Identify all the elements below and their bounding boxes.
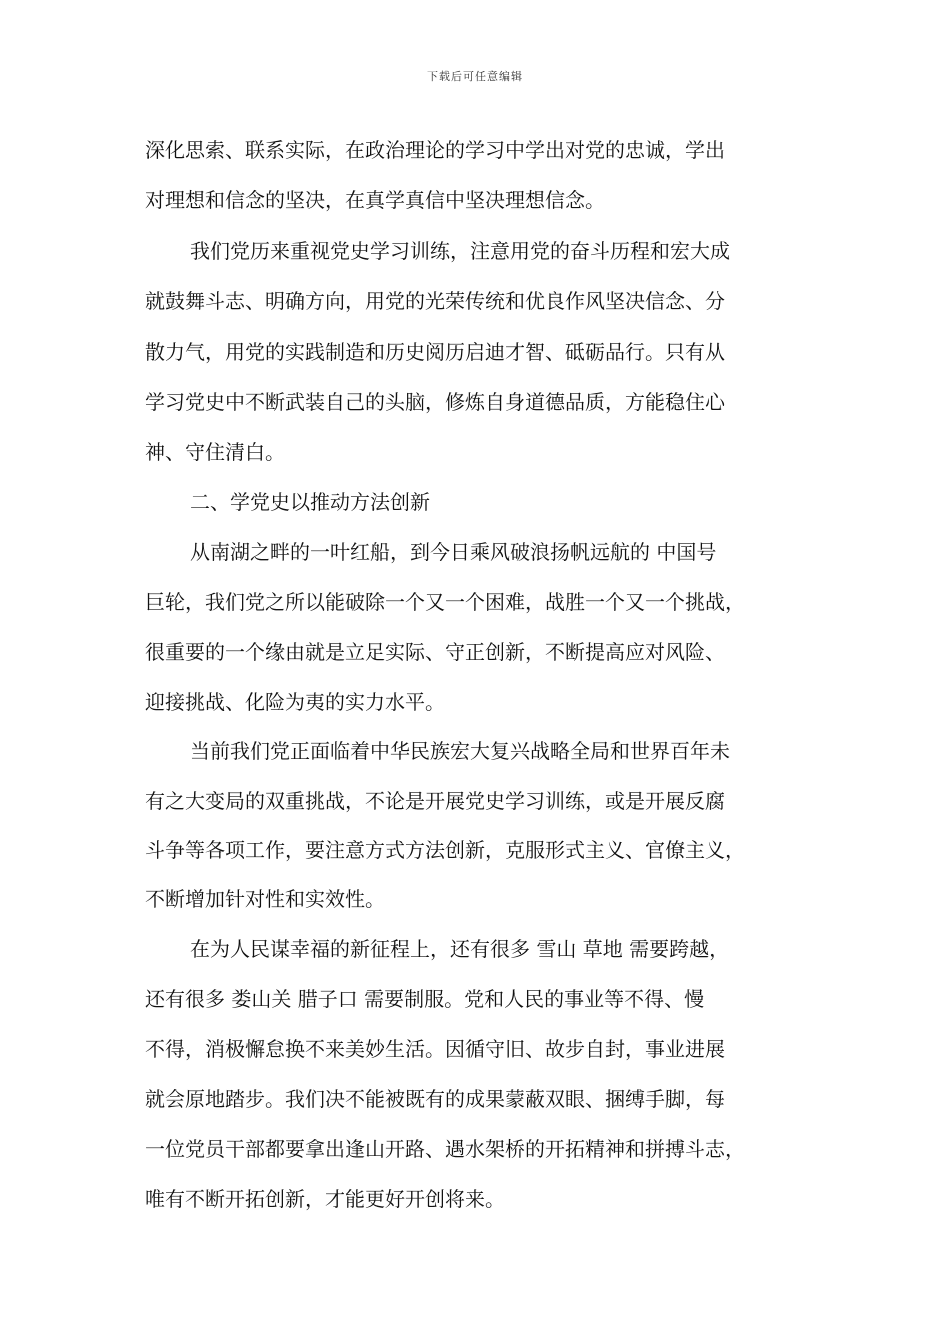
text-line: 斗争等各项工作，要注意方式方法创新，克服形式主义、官僚主义，	[145, 838, 745, 862]
text-line: 在为人民谋幸福的新征程上，还有很多 雪山 草地 需要跨越，	[190, 937, 730, 961]
text-line: 一位党员干部都要拿出逢山开路、遇水架桥的开拓精神和拼搏斗志，	[145, 1137, 745, 1161]
text-line: 不断增加针对性和实效性。	[145, 887, 385, 911]
text-line: 不得，消极懈怠换不来美妙生活。因循守旧、故步自封，事业进展	[145, 1037, 725, 1061]
text-line: 有之大变局的双重挑战，不论是开展党史学习训练，或是开展反腐	[145, 789, 725, 813]
text-line: 神、守住清白。	[145, 440, 285, 464]
text-line: 巨轮，我们党之所以能破除一个又一个困难，战胜一个又一个挑战，	[145, 590, 745, 614]
text-line: 我们党历来重视党史学习训练，注意用党的奋斗历程和宏大成	[190, 239, 730, 263]
text-line: 唯有不断开拓创新，才能更好开创将来。	[145, 1187, 505, 1211]
text-line: 学习党史中不断武装自己的头脑，修炼自身道德品质，方能稳住心	[145, 390, 725, 414]
text-line: 散力气，用党的实践制造和历史阅历启迪才智、砥砺品行。只有从	[145, 340, 725, 364]
text-line: 当前我们党正面临着中华民族宏大复兴战略全局和世界百年未	[190, 739, 730, 763]
text-line: 对理想和信念的坚决，在真学真信中坚决理想信念。	[145, 188, 605, 212]
text-line: 迎接挑战、化险为夷的实力水平。	[145, 690, 445, 714]
text-line: 还有很多 娄山关 腊子口 需要制服。党和人民的事业等不得、慢	[145, 987, 705, 1011]
page-header: 下载后可任意编辑	[427, 70, 523, 83]
section-heading: 二、学党史以推动方法创新	[190, 490, 430, 514]
text-line: 很重要的一个缘由就是立足实际、守正创新，不断提高应对风险、	[145, 640, 725, 664]
text-line: 就会原地踏步。我们决不能被既有的成果蒙蔽双眼、捆缚手脚，每	[145, 1087, 725, 1111]
text-line: 深化思索、联系实际，在政治理论的学习中学出对党的忠诚，学出	[145, 138, 725, 162]
text-line: 从南湖之畔的一叶红船，到今日乘风破浪扬帆远航的 中国号	[190, 540, 717, 564]
text-line: 就鼓舞斗志、明确方向，用党的光荣传统和优良作风坚决信念、分	[145, 289, 725, 313]
